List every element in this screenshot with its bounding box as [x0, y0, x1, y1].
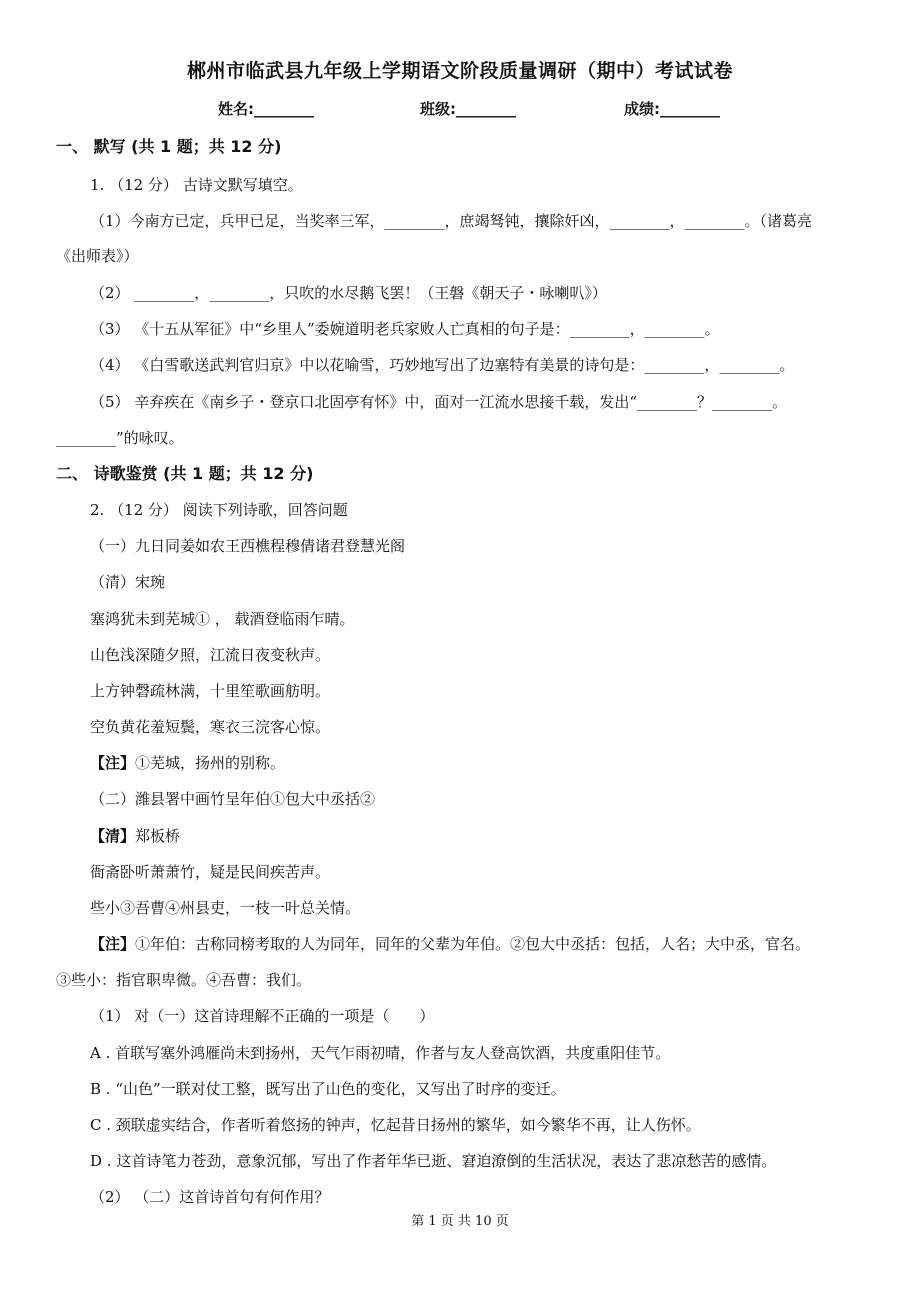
q1-line-5: （5） 辛弃疾在《南乡子・登京口北固亭有怀》中，面对一江流水思接千载，发出“________？________。 — [90, 393, 787, 411]
poem-2-author — [90, 825, 180, 847]
q1-line-1-cont: 《出师表》） — [56, 247, 139, 265]
poem-1-title: （一）九日同姜如农王西樵程穆倩诸君登慧光阁 — [90, 537, 406, 555]
note-text: ①芜城，扬州的别称。 — [135, 754, 286, 772]
poem-2-note — [90, 933, 810, 955]
note-label: 【注】 — [90, 935, 136, 953]
q1-line-4: （4） 《白雪歌送武判官归京》中以花喻雪，巧妙地写出了边塞特有美景的诗句是：________，________。 — [90, 356, 795, 374]
sub-question-2: （2） （二）这首诗首句有何作用？ — [90, 1188, 330, 1206]
author-name: 郑板桥 — [135, 827, 181, 845]
q1-line-2: （2） ________，________，只吹的水尽鹅飞罢！（王磐《朝天子・咏喇叭》） — [90, 284, 607, 302]
question-2-stem: 2. （12 分） 阅读下列诗歌，回答问题 — [90, 501, 348, 519]
option-d: D . 这首诗笔力苍劲，意象沉郁，写出了作者年华已逝、窘迫潦倒的生活状况，表达了悲凉愁苦的感情。 — [90, 1152, 777, 1170]
note-text: ①年伯：古称同榜考取的人为同年，同年的父辈为年伯。②包大中丞括：包括，人名；大中丞，官名。 — [135, 935, 811, 953]
poem-1-author: （清）宋琬 — [90, 573, 166, 591]
section-2-heading: 二、 诗歌鉴赏 (共 1 题；共 12 分) — [56, 464, 314, 483]
poem-1-note — [90, 752, 285, 774]
option-b: B . “山色”一联对仗工整，既写出了山色的变化，又写出了时序的变迁。 — [90, 1080, 566, 1098]
name-field: 姓名:________ — [218, 100, 314, 118]
question-1-stem: 1. （12 分） 古诗文默写填空。 — [90, 176, 303, 194]
section-1-heading: 一、 默写 (共 1 题；共 12 分) — [56, 137, 282, 156]
poem-1-line-4: 空负黄花羞短鬓，寒衣三浣客心惊。 — [90, 718, 331, 736]
option-c: C . 颈联虚实结合，作者听着悠扬的钟声，忆起昔日扬州的繁华，如今繁华不再，让人伤怀。 — [90, 1116, 701, 1134]
author-label: 【清】 — [90, 827, 136, 845]
q1-line-3: （3） 《十五从军征》中“乡里人”委婉道明老兵家败人亡真相的句子是：________，________。 — [90, 320, 720, 338]
page-title: 郴州市临武县九年级上学期语文阶段质量调研（期中）考试试卷 — [186, 60, 733, 82]
poem-2-note-cont: ③些小：指官职卑微。④吾曹：我们。 — [56, 971, 312, 989]
option-a: A . 首联写塞外鸿雁尚未到扬州，天气乍雨初晴，作者与友人登高饮酒，共度重阳佳节。 — [90, 1044, 671, 1062]
page-footer: 第 1 页 共 10 页 — [411, 1214, 509, 1229]
sub-question-1: （1） 对（一）这首诗理解不正确的一项是（ ） — [90, 1007, 435, 1025]
poem-1-line-3: 上方钟磬疏林满，十里笙歌画舫明。 — [90, 682, 331, 700]
poem-1-line-2: 山色浅深随夕照，江流日夜变秋声。 — [90, 646, 331, 664]
note-label: 【注】 — [90, 754, 136, 772]
poem-1-line-1: 塞鸿犹未到芜城① ， 载酒登临雨乍晴。 — [90, 610, 355, 628]
poem-2-line-1: 衙斋卧听萧萧竹，疑是民间疾苦声。 — [90, 863, 331, 881]
poem-2-line-2: 些小③吾曹④州县吏，一枝一叶总关情。 — [90, 899, 361, 917]
q1-line-1: （1）今南方已定，兵甲已足，当奖率三军，________，庶竭驽钝，攘除奸凶，________，________。（诸葛亮 — [90, 212, 813, 230]
score-field: 成绩:________ — [624, 100, 720, 118]
q1-line-5-cont: ________”的咏叹。 — [56, 429, 184, 447]
class-field: 班级:________ — [420, 100, 516, 118]
poem-2-title: （二）潍县署中画竹呈年伯①包大中丞括② — [90, 790, 376, 808]
